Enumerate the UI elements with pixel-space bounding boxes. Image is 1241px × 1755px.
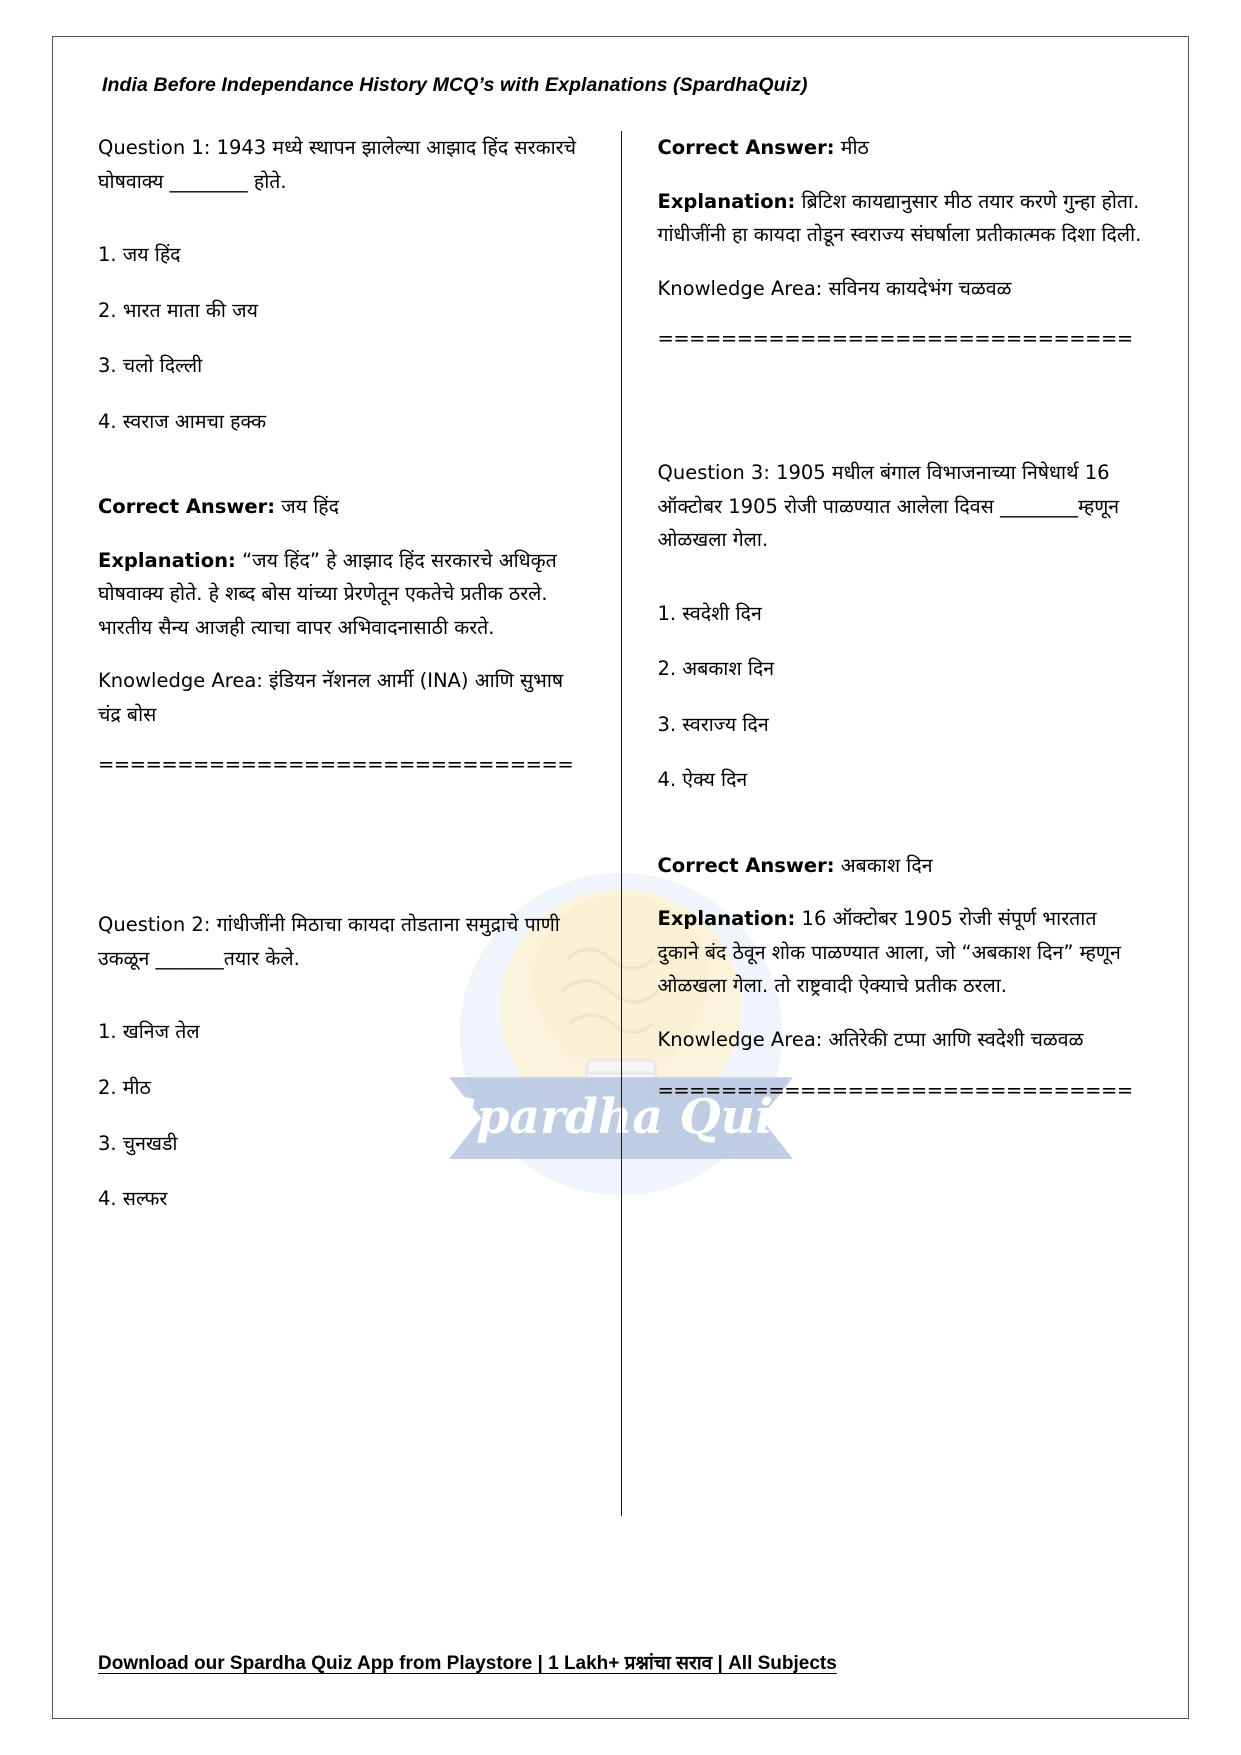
question-1-explanation-text: “जय हिंद” हे आझाद हिंद सरकारचे अधिकृत घोषवाक्य होते. हे शब्द बोस यांच्या प्रेरणेतून एकतेचे प्रतीक ठरले. भारतीय सैन्य आजही त्याचा वापर अभिवादनासाठी करते. [98,548,557,639]
right-column [621,131,1144,1516]
question-1-answer-value: जय हिंद [281,495,340,519]
explanation-label: Explanation: [657,907,796,931]
question-2-correct-answer [658,131,1144,165]
question-2-explanation [658,185,1144,252]
question-3-answer-value: अबकाश दिन [840,853,933,877]
question-3-explanation [658,902,1144,1003]
question-3-option-3[interactable]: 3. स्वराज्य दिन [657,712,769,736]
spacer [98,1001,591,1015]
question-2-option-4[interactable]: 4. सल्फर [98,1187,168,1211]
question-1-option-1[interactable]: 1. जय हिंद [98,243,181,267]
question-2-option-1[interactable]: 1. खनिज तेल [98,1020,200,1044]
question-1-text: Question 1: 1943 मध्ये स्थापन झालेल्या आझाद हिंद सरकारचे घोषवाक्य ________ होते. [98,136,576,193]
question-2-knowledge-area [658,272,1144,306]
page-content [52,40,1189,1715]
question-block-1 [98,131,591,776]
question-2-text: Question 2: गांधीजींनी मिठाचा कायदा तोडताना समुद्राचे पाणी उकळून _______तयार केले. [98,913,560,970]
spacer [658,819,1144,849]
question-2-knowledge-area-value: सविनय कायदेभंग चळवळ [828,276,1012,300]
question-3-knowledge-area-value: अतिरेकी टप्पा आणि स्वदेशी चळवळ [828,1027,1084,1051]
question-1-knowledge-area-value: इंडियन नॅशनल आर्मी (INA) आणि सुभाष चंद्र बोस [98,669,564,726]
question-2-answer-value: मीठ [840,136,869,159]
separator-2: ============================== [657,327,1133,351]
spacer [98,852,591,908]
spacer [98,224,591,238]
correct-answer-label: Correct Answer: [98,495,276,519]
question-1-knowledge-area [98,664,591,731]
question-3-option-4[interactable]: 4. ऐक्य दिन [657,768,748,792]
correct-answer-label: Correct Answer: [657,136,835,159]
correct-answer-label: Correct Answer: [657,853,835,877]
document-title: India Before Independance History MCQ’s with Explanations (SpardhaQuiz) [102,74,808,96]
knowledge-area-label: Knowledge Area: [657,1027,823,1051]
question-3-correct-answer [658,849,1144,883]
question-1-correct-answer [98,490,591,524]
question-3-knowledge-area [658,1023,1144,1057]
question-3-explanation-text: 16 ऑक्टोबर 1905 रोजी संपूर्ण भारतात दुकाने बंद ठेवून शोक पाळण्यात आला, जो “अबकाश दिन” म्हणून ओळखला गेला. तो राष्ट्रवादी ऐक्याचे प्रतीक ठरला. [657,907,1121,998]
question-block-2 [98,908,591,1215]
question-1-option-2[interactable]: 2. भारत माता की जय [98,298,258,322]
knowledge-area-label: Knowledge Area: [98,669,263,693]
footer-download-link[interactable]: Download our Spardha Quiz App from Playstore | 1 Lakh+ प्रश्नांचा सराव | All Subjects [98,1653,837,1674]
question-1-option-4[interactable]: 4. स्वराज आमचा हक्क [98,409,267,433]
knowledge-area-label: Knowledge Area: [657,276,823,300]
answer-block-2 [658,131,1144,350]
watermark-text: Spardha Quiz [441,1090,800,1146]
separator-3: ============================== [657,1078,1133,1102]
question-3-option-2[interactable]: 2. अबकाश दिन [657,657,775,681]
question-3-text: Question 3: 1905 मधील बंगाल विभाजनाच्या निषेधार्थ 16 ऑक्टोबर 1905 रोजी पाळण्यात आलेला दिवस ________म्हणून ओळखला गेला. [657,461,1120,552]
spacer [658,426,1144,456]
spacer [658,370,1144,426]
two-column-body [98,131,1143,1516]
explanation-label: Explanation: [657,189,796,213]
spacer [98,796,591,852]
question-2-explanation-text: ब्रिटिश कायद्यानुसार मीठ तयार करणे गुन्हा होता. गांधीजींनी हा कायदा तोडून स्वराज्य संघर्षाला प्रतीकात्मक दिशा दिली. [657,189,1142,247]
spacer [658,583,1144,597]
question-2-option-3[interactable]: 3. चुनखडी [98,1131,178,1155]
question-2-option-2[interactable]: 2. मीठ [98,1075,151,1099]
question-1-option-3[interactable]: 3. चलो दिल्ली [98,354,203,378]
left-column [98,131,621,1516]
question-1-explanation [98,544,591,645]
spacer [98,460,591,490]
question-3-option-1[interactable]: 1. स्वदेशी दिन [657,601,762,625]
question-block-3 [658,456,1144,1101]
explanation-label: Explanation: [98,548,236,572]
separator-1: ============================== [98,753,574,777]
